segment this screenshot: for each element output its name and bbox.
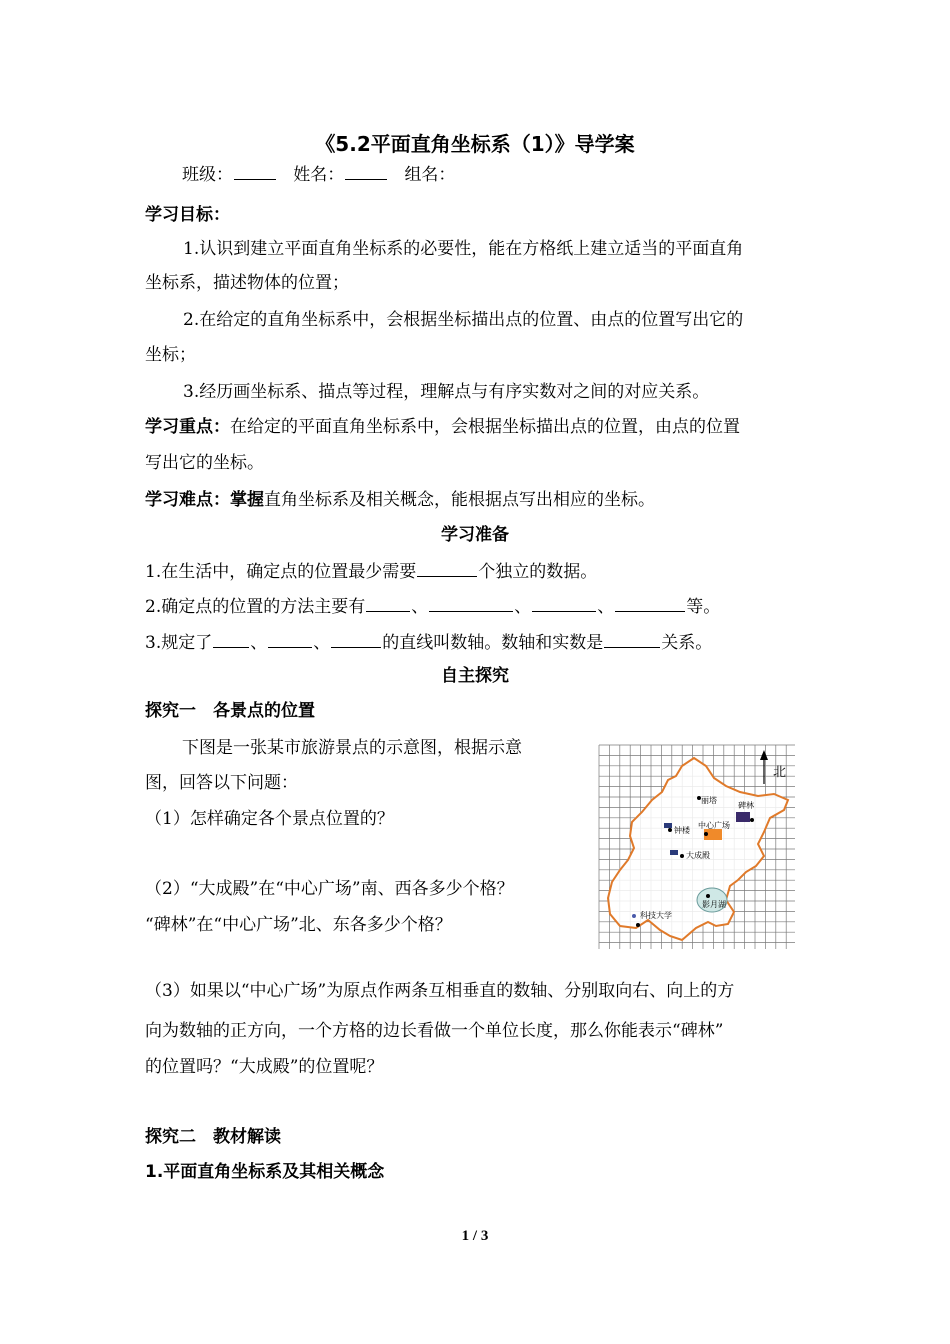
prep-q2-sep: 、 — [514, 597, 532, 617]
header-fields — [182, 162, 455, 186]
lita-label: 丽塔 — [701, 796, 717, 805]
task-1-intro-line2: 图，回答以下问题： — [145, 773, 298, 793]
prep-question-2 — [145, 594, 720, 618]
prep-q2-blank-2 — [429, 594, 513, 612]
dacheng-label: 大成殿 — [686, 851, 710, 860]
center-label: 中心广场 — [698, 821, 730, 830]
objective-2-line2: 坐标； — [145, 345, 196, 365]
prep-q3-text: 3.规定了 — [145, 633, 213, 653]
prep-q1-text: 1.在生活中，确定点的位置最少需要 — [145, 562, 417, 582]
north-label: 北 — [773, 765, 787, 780]
prep-q2-blank-3 — [532, 594, 596, 612]
city-boundary — [608, 758, 788, 940]
group-label: 组名： — [404, 165, 456, 185]
class-blank — [234, 162, 276, 180]
prep-q2-text: 2.确定点的位置的方法主要有 — [145, 597, 366, 617]
difficulty-text: 直角坐标系及相关概念，能根据点写出相应的坐标。 — [264, 490, 655, 510]
name-label: 姓名： — [293, 165, 345, 185]
name-blank — [345, 162, 387, 180]
prep-q3-sep: 、 — [313, 633, 331, 653]
page-number: 1 / 3 — [461, 1228, 489, 1244]
page-title: 《5.2平面直角坐标系（1）》导学案 — [315, 132, 635, 156]
keji-label: 科技大学 — [640, 911, 672, 920]
explore-heading: 自主探究 — [441, 666, 509, 686]
tourist-map-figure — [598, 744, 796, 950]
prep-q2-sep: 、 — [597, 597, 615, 617]
objective-1-line2: 坐标系，描述物体的位置； — [145, 273, 349, 293]
objectives-heading: 学习目标： — [145, 205, 230, 225]
prep-q3-sep: 、 — [250, 633, 268, 653]
prep-q3-blank-4 — [604, 630, 660, 648]
class-label: 班级： — [182, 165, 233, 185]
difficulty-bold: 掌握 — [230, 490, 264, 510]
difficulty-label: 学习难点： — [145, 490, 230, 510]
key-point — [145, 416, 740, 438]
prep-q3-mid: 的直线叫数轴。数轴和实数是 — [382, 633, 604, 653]
key-point-label: 学习重点： — [145, 417, 230, 437]
prep-q3-blank-1 — [213, 630, 249, 648]
task-1-question-1: （1）怎样确定各个景点位置的？ — [145, 809, 394, 829]
prep-q2-blank-1 — [366, 594, 410, 612]
prep-q2-blank-4 — [615, 594, 685, 612]
prep-heading: 学习准备 — [441, 525, 509, 545]
task-1-question-2-line2: “碑林”在“中心广场”北、东各多少个格？ — [145, 915, 452, 935]
task-2-title: 探究二 教材解读 — [145, 1127, 281, 1147]
task-1-question-3-line3: 的位置吗？“大成殿”的位置呢？ — [145, 1057, 384, 1077]
prep-question-1 — [145, 559, 597, 583]
task-1-intro-line1: 下图是一张某市旅游景点的示意图，根据示意 — [182, 738, 522, 758]
objective-3: 3.经历画坐标系、描点等过程，理解点与有序实数对之间的对应关系。 — [183, 382, 710, 402]
objective-2-line1: 2.在给定的直角坐标系中，会根据坐标描出点的位置、由点的位置写出它的 — [183, 310, 744, 330]
task-1-question-2-line1: （2）“大成殿”在“中心广场”南、西各多少个格？ — [145, 879, 514, 899]
prep-q3-blank-3 — [331, 630, 381, 648]
prep-q2-sep: 、 — [411, 597, 429, 617]
prep-q1-blank — [417, 559, 477, 577]
objective-1-line1: 1.认识到建立平面直角坐标系的必要性，能在方格纸上建立适当的平面直角 — [183, 239, 744, 259]
prep-q2-end: 等。 — [686, 597, 721, 617]
task-2-subtitle: 1.平面直角坐标系及其相关概念 — [145, 1162, 385, 1182]
task-1-question-3-line2: 向为数轴的正方向，一个方格的边长看做一个单位长度，那么你能表示“碑林” — [145, 1021, 724, 1041]
key-point-text: 在给定的平面直角坐标系中，会根据坐标描出点的位置，由点的位置 — [230, 417, 740, 437]
prep-question-3 — [145, 630, 712, 654]
difficulty — [145, 489, 655, 511]
prep-q3-blank-2 — [268, 630, 312, 648]
task-1-title: 探究一 各景点的位置 — [145, 701, 315, 721]
prep-q3-end: 关系。 — [661, 633, 713, 653]
zhonglou-label: 钟楼 — [674, 826, 690, 835]
key-point-line2: 写出它的坐标。 — [145, 453, 264, 473]
prep-q1-end: 个独立的数据。 — [478, 562, 598, 582]
task-1-question-3-line1: （3）如果以“中心广场”为原点作两条互相垂直的数轴、分别取向右、向上的方 — [145, 981, 735, 1001]
yingyue-label: 影月湖 — [702, 900, 726, 909]
beilin-label: 碑林 — [738, 801, 754, 810]
